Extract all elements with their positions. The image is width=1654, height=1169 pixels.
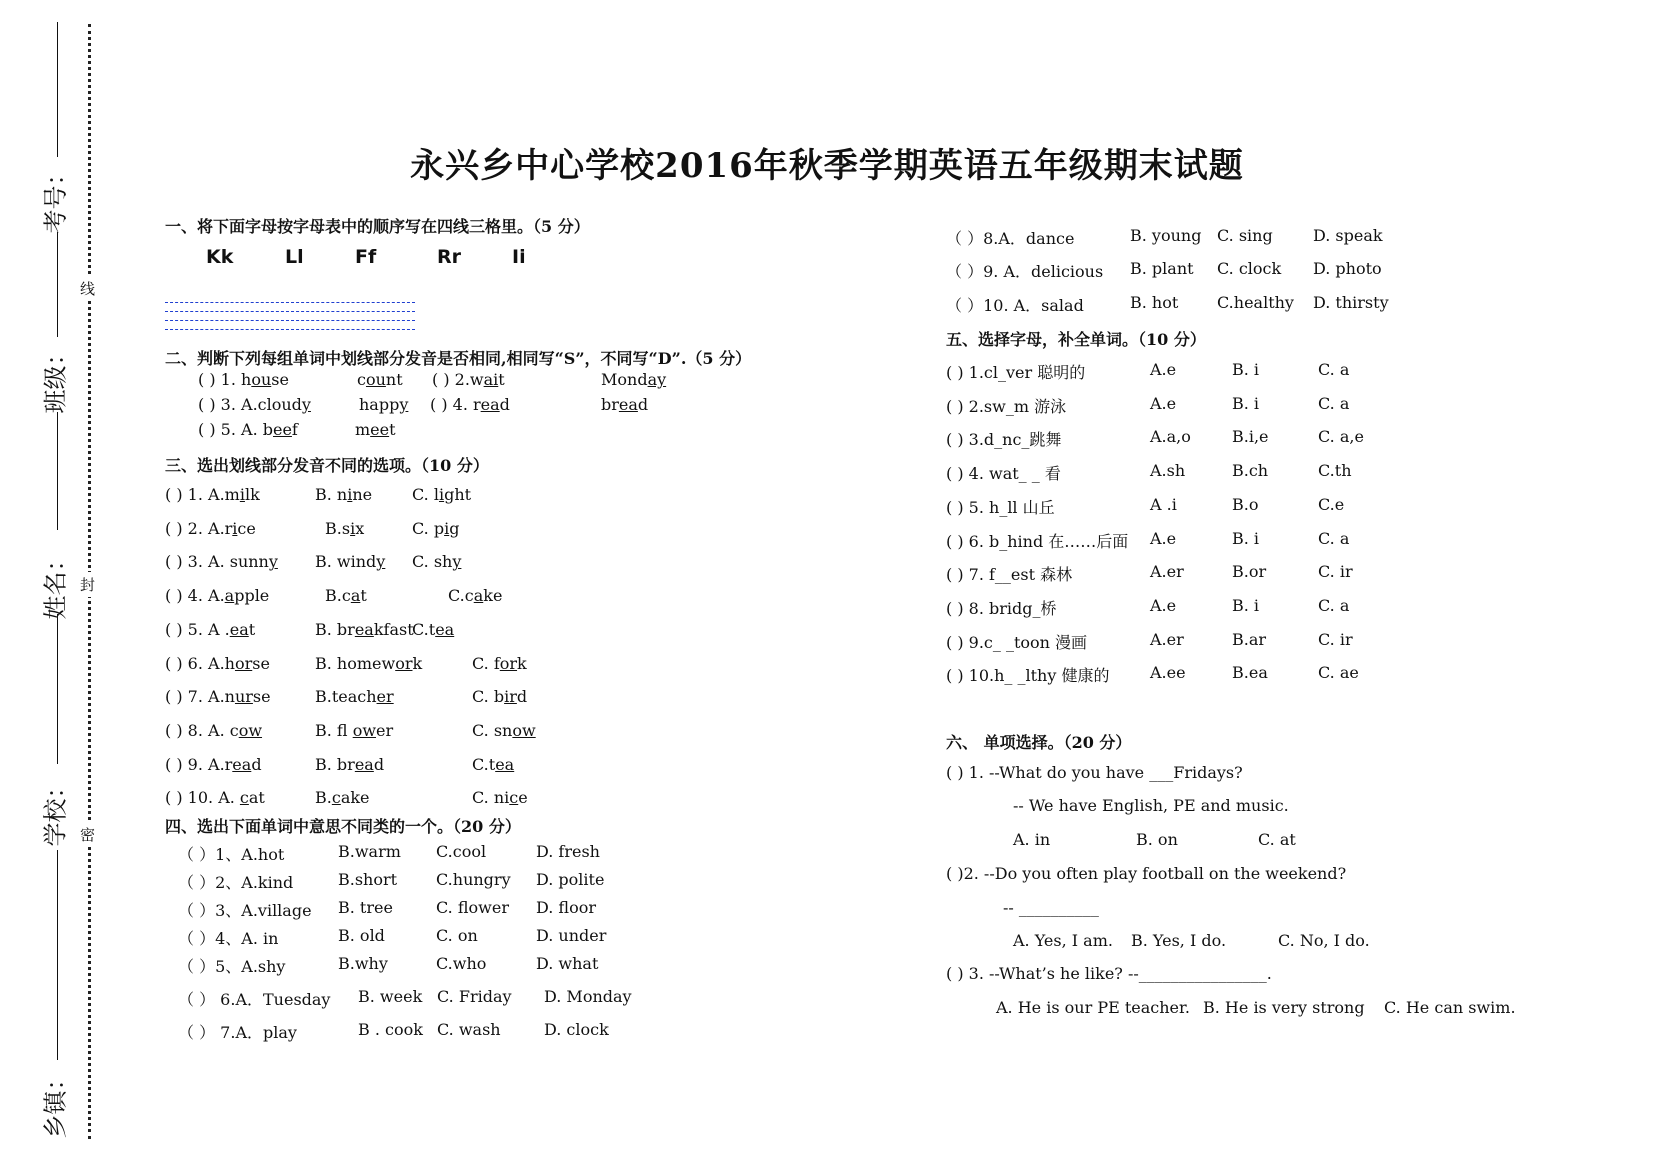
town-label: 乡镇： — [41, 1066, 70, 1139]
item-option: D. floor — [536, 898, 597, 917]
word-blank: ( ) 4. wat_ _ 看 — [946, 464, 1061, 484]
item-option: D. Monday — [544, 987, 632, 1006]
letter-option: B.or — [1232, 562, 1267, 582]
item-option: D. clock — [544, 1020, 609, 1039]
option-c: C. snow — [472, 720, 536, 740]
option-a: ( ) 1. A.milk — [165, 485, 260, 504]
letter: Ll — [285, 246, 304, 268]
option: B. He is very strong — [1203, 998, 1365, 1017]
option: C. at — [1258, 830, 1296, 849]
option-b: B.cat — [325, 586, 367, 606]
letter-option: A.e — [1150, 528, 1177, 548]
letter-option: A .i — [1150, 494, 1177, 514]
item-option: C. wash — [437, 1020, 501, 1039]
item-option: C. Friday — [437, 987, 512, 1006]
letter-option: A.a,o — [1150, 427, 1191, 447]
town-line — [57, 850, 58, 1060]
letter-option: C. ir — [1318, 629, 1353, 649]
exam-number-line — [57, 22, 58, 157]
item-option: B . cook — [358, 1020, 423, 1039]
item-option: B. hot — [1130, 293, 1179, 312]
item-option-a: （ ）3、A.village — [178, 901, 312, 920]
letter-option: C. a — [1318, 528, 1350, 548]
option-c: C.tea — [472, 754, 515, 774]
letter-option: A.sh — [1150, 461, 1186, 481]
option-b: B. breakfast — [315, 619, 414, 639]
section4-heading: 四、选出下面单词中意思不同类的一个。（20 分） — [165, 817, 521, 836]
item-option-a: （ ）8.A．dance — [946, 229, 1075, 248]
letter-option: C.th — [1318, 461, 1352, 481]
q3: ( ) 3. --What’s he like? --________________. — [946, 964, 1272, 983]
word-blank: ( ) 7. f__est 森林 — [946, 565, 1073, 585]
word-blank: ( ) 6. b_hind 在……后面 — [946, 531, 1129, 551]
option-c: C. pig — [412, 518, 460, 538]
item-option: B. young — [1130, 226, 1202, 245]
letter-option: A.e — [1150, 595, 1177, 615]
name-label: 姓名： — [41, 547, 70, 620]
letter-option: B. i — [1232, 528, 1260, 548]
item-option: D. photo — [1313, 259, 1382, 278]
name-line — [57, 412, 58, 530]
word-blank: ( ) 1.cl_ver 聪明的 — [946, 363, 1086, 382]
letter-option: C.e — [1318, 494, 1345, 514]
section3-heading: 三、选出划线部分发音不同的选项。（10 分） — [165, 456, 489, 475]
letter-option: A.er — [1150, 629, 1184, 649]
item-option: D. under — [536, 926, 607, 945]
word-blank: ( ) 8. bridg_桥 — [946, 598, 1057, 618]
option-a: ( ) 8. A. cow — [165, 720, 263, 740]
q1-answer: -- We have English, PE and music. — [1013, 796, 1289, 815]
letter: Rr — [437, 246, 462, 268]
item-option: C. flower — [436, 898, 509, 917]
letter-option: C. a — [1318, 393, 1350, 413]
option-b: B.six — [325, 518, 365, 538]
letter: Kk — [206, 246, 234, 268]
option-a: ( ) 4. A.apple — [165, 586, 270, 606]
item-option: C.who — [436, 954, 487, 973]
option: B. on — [1136, 830, 1178, 849]
word-blank: ( ) 10.h_ _lthy 健康的 — [946, 666, 1110, 686]
option: B. Yes, I do. — [1131, 931, 1227, 950]
q2-answer: -- __________ — [1003, 898, 1099, 917]
letter-option: C. a — [1318, 360, 1350, 379]
item-option-a: （ ） 7.A．play — [178, 1023, 297, 1042]
q1: ( ) 1. --What do you have ___Fridays? — [946, 763, 1243, 782]
option-c: C. bird — [472, 687, 528, 707]
section1-heading: 一、将下面字母按字母表中的顺序写在四线三格里。（5 分） — [165, 217, 590, 236]
item-option: C. clock — [1217, 259, 1282, 278]
item-option: C.hungry — [436, 870, 511, 889]
item-option-a: （ ）10. A．salad — [946, 296, 1084, 315]
option: A. in — [1013, 830, 1051, 849]
option-b: B.cake — [315, 788, 370, 808]
section6-heading: 六、 单项选择。（20 分） — [946, 733, 1132, 752]
letter-option: C. ae — [1318, 663, 1359, 683]
option-a: ( ) 10. A. cat — [165, 788, 265, 808]
item-option: B.short — [338, 870, 398, 889]
letter: Ii — [512, 246, 526, 268]
letter-option: A.er — [1150, 562, 1184, 582]
option-c: C. fork — [472, 653, 527, 673]
item-option: C. on — [436, 926, 478, 945]
letter-option: C. a — [1318, 595, 1350, 615]
item-option: B.warm — [338, 842, 401, 861]
item-option-a: （ ） 6.A．Tuesday — [178, 990, 331, 1009]
item-option-a: （ ）5、A.shy — [178, 957, 286, 976]
letter-option: B.i,e — [1232, 427, 1269, 447]
option-a: ( ) 7. A.nurse — [165, 687, 271, 707]
option-b: B. bread — [315, 754, 385, 774]
page-title: 永兴乡中心学校2016年秋季学期英语五年级期末试题 — [410, 146, 1244, 186]
item-option: B. week — [358, 987, 423, 1006]
seal-mark-secret: 密 — [80, 822, 95, 847]
option-a: ( ) 3. A. sunny — [165, 552, 278, 572]
option-a: ( ) 5. A .eat — [165, 619, 256, 639]
letter-option: B.o — [1232, 494, 1259, 514]
letter-option: C. a,e — [1318, 427, 1364, 447]
class-label: 班级： — [41, 341, 70, 414]
letter-option: B.ch — [1232, 461, 1269, 481]
option: C. He can swim. — [1384, 998, 1516, 1017]
letter-option: B. i — [1232, 595, 1260, 615]
letter-option: A.e — [1150, 360, 1177, 379]
option: A. He is our PE teacher. — [996, 998, 1190, 1017]
item-option: B. old — [338, 926, 385, 945]
option-c: C.cake — [448, 586, 503, 606]
letter-option: B.ea — [1232, 663, 1268, 683]
item-option-a: （ ）1、A.hot — [178, 845, 285, 864]
item-option: D. speak — [1313, 226, 1383, 245]
exam-number-label: 考号： — [41, 161, 70, 234]
item-option: B.why — [338, 954, 388, 973]
item-option: D. thirsty — [1313, 293, 1389, 312]
letter-option: B. i — [1232, 393, 1260, 413]
q2: ( )2. --Do you often play football on the weekend? — [946, 864, 1347, 883]
letters-row — [0, 246, 600, 270]
option-b: B. windy — [315, 552, 386, 572]
item-option: D. fresh — [536, 842, 600, 861]
section2-heading: 二、判断下列每组单词中划线部分发音是否相同,相同写“S”，不同写“D”.（5 分） — [165, 349, 752, 368]
option-b: B. fl ower — [315, 720, 394, 740]
section5-heading: 五、选择字母，补全单词。（10 分） — [946, 330, 1206, 349]
item-option-a: （ ）9. A．delicious — [946, 262, 1104, 281]
option-a: ( ) 6. A.horse — [165, 653, 270, 673]
item-option-a: （ ）4、A. in — [178, 929, 279, 948]
letter: Ff — [355, 246, 377, 268]
item-option: C.healthy — [1217, 293, 1294, 312]
school-line — [57, 614, 58, 764]
item-option: D. polite — [536, 870, 605, 889]
option: C. No, I do. — [1278, 931, 1370, 950]
seal-mark-seal: 封 — [80, 572, 95, 597]
item-option-a: （ ）2、A.kind — [178, 873, 294, 892]
option-a: ( ) 9. A.read — [165, 754, 262, 774]
option-b: B. homework — [315, 653, 423, 673]
option: A. Yes, I am. — [1013, 931, 1113, 950]
item-option: B. tree — [338, 898, 393, 917]
option-c: C. light — [412, 485, 472, 504]
option-a: ( ) 2. A.rice — [165, 518, 256, 538]
item-option: C. sing — [1217, 226, 1273, 245]
word-blank: ( ) 2.sw_m 游泳 — [946, 396, 1067, 416]
letter-option: A.e — [1150, 393, 1177, 413]
item-option: C.cool — [436, 842, 487, 861]
letter-option: B.ar — [1232, 629, 1267, 649]
word-blank: ( ) 5. h_ll 山丘 — [946, 497, 1055, 517]
item-option: B. plant — [1130, 259, 1194, 278]
letter-option: B. i — [1232, 360, 1260, 379]
letter-option: C. ir — [1318, 562, 1353, 582]
school-label: 学校： — [41, 774, 70, 847]
word-blank: ( ) 9.c_ _toon 漫画 — [946, 632, 1088, 652]
item-option: D. what — [536, 954, 599, 973]
option-c: C.tea — [412, 619, 455, 639]
option-b: B.teacher — [315, 687, 394, 707]
option-c: C. nice — [472, 788, 528, 808]
letter-option: A.ee — [1150, 663, 1186, 683]
option-c: C. shy — [412, 552, 462, 572]
seal-mark-line: 线 — [80, 276, 95, 301]
option-b: B. nine — [315, 485, 373, 504]
word-blank: ( ) 3.d_nc_跳舞 — [946, 430, 1062, 450]
